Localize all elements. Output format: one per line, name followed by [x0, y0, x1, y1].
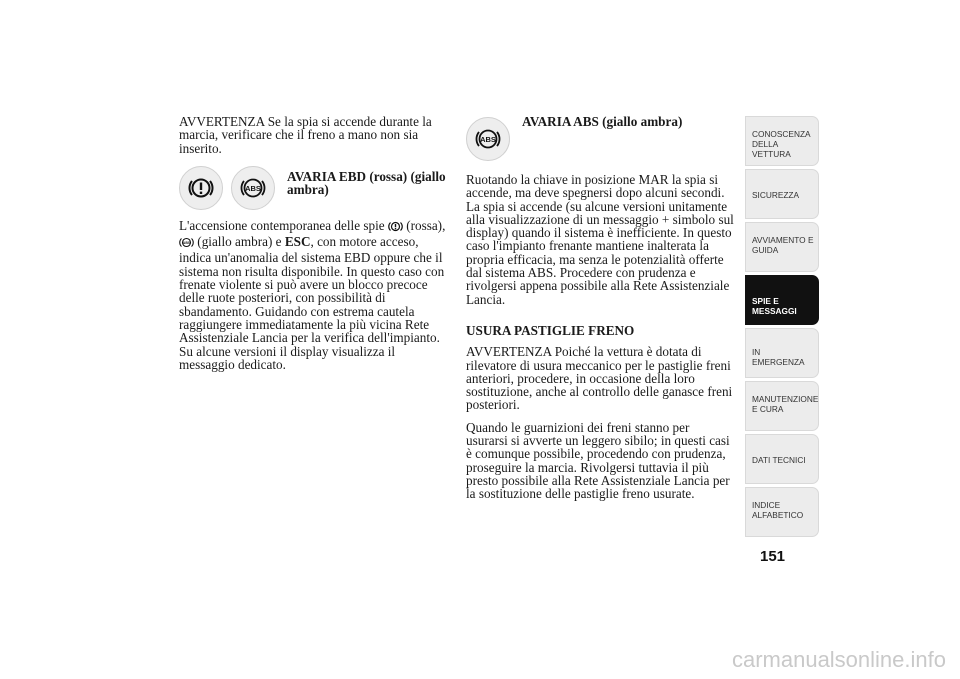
- pads-warning-note: AVVERTENZA Poiché la vettura è dotata di rilevatore di usura meccanico per le pastiglie freni anteriori, procedere, in occasione della loro sostituzione, anche al controllo delle ganasce freni posteriori.: [466, 344, 733, 413]
- ebd-header: [179, 164, 451, 210]
- svg-text:ABS: ABS: [480, 134, 496, 144]
- tab-sicurezza[interactable]: [745, 169, 819, 219]
- ebd-description: [179, 219, 451, 371]
- abs-description: Ruotando la chiave in posizione MAR la spia si accende, ma deve spegnersi dopo alcuni secondi. La spia si accende (su alcune versioni unitamente alla visualizzazione di un messaggio + simbolo sul display) quando il sistema è inefficiente. In questo caso l'impianto frenante mantiene inalterata la propria efficacia, ma senza le potenzialità offerte dal sistema ABS. Procedere con prudenza e rivolgersi appena possibile alla Rete Assistenziale Lancia.: [466, 172, 734, 307]
- abs-icon: [466, 117, 510, 161]
- tab-indice[interactable]: [745, 487, 819, 537]
- tab-conoscenza[interactable]: [745, 116, 819, 166]
- tab-label: CONOSCENZA DELLA VETTURA: [752, 129, 811, 159]
- abs-icon: [231, 166, 275, 210]
- tab-label: SPIE E MESSAGGI: [752, 296, 797, 316]
- tab-label: MANUTENZIONE E CURA: [752, 394, 819, 414]
- tab-spie-messaggi[interactable]: [745, 275, 819, 325]
- esc-label: ESC: [284, 234, 311, 250]
- ebd-title: AVARIA EBD (rossa) (giallo ambra): [287, 168, 446, 198]
- ebd-text-part-d: , con motore acceso, indica un'anomalia del sistema EBD oppure che il sistema non risulta disponibile. In questo caso con frenate violente si può avere un blocco precoce delle ruote posteriori, con possibilità di sbandamento. Guidando con estrema cautela raggiungere immediatamente la più vicina Rete Assistenziale Lancia per la verifica dell'impianto. Su alcune versioni il display visualizza il messaggio dedicato.: [179, 234, 445, 372]
- chapter-sidebar: [745, 116, 819, 540]
- pads-heading: USURA PASTIGLIE FRENO: [466, 322, 635, 338]
- ebd-warning-note: AVVERTENZA Se la spia si accende durante la marcia, verificare che il freno a mano non sia inserito.: [179, 114, 432, 156]
- tab-label: IN EMERGENZA: [752, 347, 805, 367]
- tab-label: AVVIAMENTO E GUIDA: [752, 235, 814, 255]
- tab-dati-tecnici[interactable]: [745, 434, 819, 484]
- pads-description: Quando le guarnizioni dei freni stanno per usurarsi si avverte un leggero sibilo; in questi casi è comunque possibile, procedendo con prudenza, proseguire la marcia. Rivolgersi tuttavia il più presto possibile alla Rete Assistenziale Lancia per la sostituzione delle pastiglie freno usurate.: [466, 419, 730, 502]
- tab-manutenzione[interactable]: [745, 381, 819, 431]
- ebd-text-part-b: (rossa),: [406, 217, 446, 233]
- svg-text:ABS: ABS: [182, 240, 191, 245]
- right-column: [466, 115, 734, 510]
- tab-avviamento[interactable]: [745, 222, 819, 272]
- watermark: carmanualsonline.info: [731, 647, 946, 672]
- ebd-icons: [179, 164, 275, 210]
- tab-label: INDICE ALFABETICO: [752, 500, 804, 520]
- left-column: [179, 115, 451, 380]
- page-number: 151: [760, 548, 786, 565]
- ebd-text-part-a: L'accensione contemporanea delle spie: [179, 217, 385, 233]
- ebd-text-part-c: (giallo ambra) e: [197, 234, 282, 250]
- brake-warning-icon: [388, 220, 403, 235]
- svg-text:ABS: ABS: [245, 183, 261, 193]
- abs-title: AVARIA ABS (giallo ambra): [522, 114, 683, 129]
- abs-header: [466, 115, 734, 161]
- tab-label: DATI TECNICI: [752, 455, 806, 465]
- tab-label: SICUREZZA: [752, 190, 800, 200]
- tab-emergenza[interactable]: [745, 328, 819, 378]
- abs-icon: [179, 236, 194, 251]
- brake-warning-icon: [179, 166, 223, 210]
